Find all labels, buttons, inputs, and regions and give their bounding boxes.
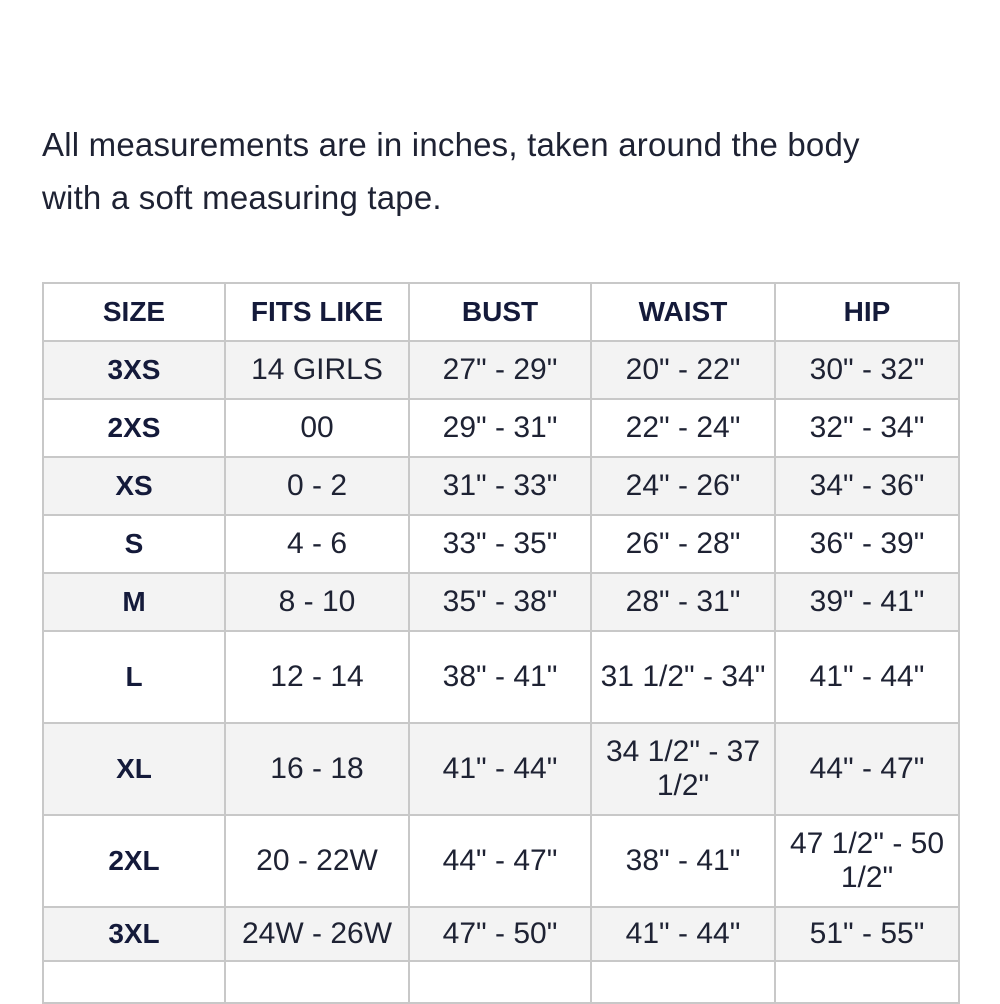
table-row	[43, 631, 959, 723]
size-cell: M	[43, 573, 225, 631]
intro-text	[42, 118, 942, 224]
waist-cell: 22" - 24"	[591, 399, 775, 457]
bust-cell: 41" - 44"	[409, 723, 591, 815]
fits-like-cell: 16 - 18	[225, 723, 409, 815]
hip-cell: 36" - 39"	[775, 515, 959, 573]
bust-cell: 29" - 31"	[409, 399, 591, 457]
header-hip: HIP	[775, 283, 959, 341]
size-cell: L	[43, 631, 225, 723]
waist-cell: 20" - 22"	[591, 341, 775, 399]
waist-cell: 34 1/2" - 37 1/2"	[591, 723, 775, 815]
fits-like-cell: 24W - 26W	[225, 907, 409, 961]
header-fits-like: FITS LIKE	[225, 283, 409, 341]
table-row	[43, 457, 959, 515]
bust-cell: 38" - 41"	[409, 631, 591, 723]
table-row	[43, 399, 959, 457]
size-cell: S	[43, 515, 225, 573]
waist-cell: 28" - 31"	[591, 573, 775, 631]
table-row	[43, 573, 959, 631]
header-bust: BUST	[409, 283, 591, 341]
table-row	[43, 723, 959, 815]
bust-cell: 33" - 35"	[409, 515, 591, 573]
bust-cell: 27" - 29"	[409, 341, 591, 399]
empty-cell	[43, 961, 225, 1003]
intro-line-2: with a soft measuring tape.	[42, 179, 442, 216]
intro-line-1: All measurements are in inches, taken around the body	[42, 126, 860, 163]
hip-cell: 41" - 44"	[775, 631, 959, 723]
empty-cell	[409, 961, 591, 1003]
bust-cell: 31" - 33"	[409, 457, 591, 515]
hip-cell: 39" - 41"	[775, 573, 959, 631]
waist-cell: 31 1/2" - 34"	[591, 631, 775, 723]
size-cell: 2XS	[43, 399, 225, 457]
size-cell: 3XS	[43, 341, 225, 399]
empty-cell	[225, 961, 409, 1003]
fits-like-cell: 14 GIRLS	[225, 341, 409, 399]
waist-cell: 24" - 26"	[591, 457, 775, 515]
table-row	[43, 515, 959, 573]
bust-cell: 35" - 38"	[409, 573, 591, 631]
header-waist: WAIST	[591, 283, 775, 341]
fits-like-cell: 4 - 6	[225, 515, 409, 573]
hip-cell: 47 1/2" - 50 1/2"	[775, 815, 959, 907]
bust-cell: 44" - 47"	[409, 815, 591, 907]
empty-cell	[591, 961, 775, 1003]
hip-cell: 32" - 34"	[775, 399, 959, 457]
bust-cell: 47" - 50"	[409, 907, 591, 961]
hip-cell: 44" - 47"	[775, 723, 959, 815]
fits-like-cell: 00	[225, 399, 409, 457]
waist-cell: 41" - 44"	[591, 907, 775, 961]
size-cell: XL	[43, 723, 225, 815]
table-row-partial	[43, 961, 959, 1003]
hip-cell: 51" - 55"	[775, 907, 959, 961]
table-header-row	[43, 283, 959, 341]
hip-cell: 34" - 36"	[775, 457, 959, 515]
table-row	[43, 815, 959, 907]
waist-cell: 38" - 41"	[591, 815, 775, 907]
size-cell: XS	[43, 457, 225, 515]
fits-like-cell: 0 - 2	[225, 457, 409, 515]
fits-like-cell: 20 - 22W	[225, 815, 409, 907]
size-cell: 3XL	[43, 907, 225, 961]
waist-cell: 26" - 28"	[591, 515, 775, 573]
empty-cell	[775, 961, 959, 1003]
fits-like-cell: 12 - 14	[225, 631, 409, 723]
size-chart-table	[42, 282, 960, 1004]
table-row	[43, 907, 959, 961]
hip-cell: 30" - 32"	[775, 341, 959, 399]
header-size: SIZE	[43, 283, 225, 341]
fits-like-cell: 8 - 10	[225, 573, 409, 631]
size-cell: 2XL	[43, 815, 225, 907]
table-row	[43, 341, 959, 399]
